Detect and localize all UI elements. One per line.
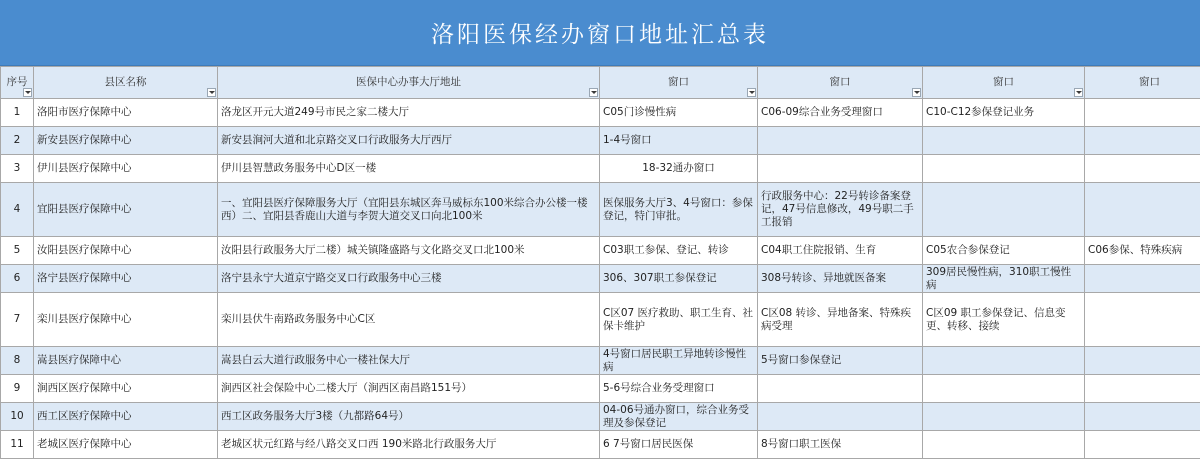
cell-seq[interactable]: 1 <box>1 99 34 127</box>
cell-seq[interactable]: 7 <box>1 293 34 347</box>
col-header-window-2: 窗口 <box>758 67 923 99</box>
cell-window-3[interactable] <box>923 431 1085 459</box>
cell-address[interactable]: 嵩县白云大道行政服务中心一楼社保大厅 <box>218 347 600 375</box>
table-row <box>1 293 1200 347</box>
cell-window-2[interactable]: 5号窗口参保登记 <box>758 347 923 375</box>
cell-name[interactable]: 西工区医疗保障中心 <box>34 403 218 431</box>
table-row <box>1 375 1200 403</box>
cell-window-2[interactable] <box>758 155 923 183</box>
cell-seq[interactable]: 11 <box>1 431 34 459</box>
cell-name[interactable]: 伊川县医疗保障中心 <box>34 155 218 183</box>
table-row <box>1 403 1200 431</box>
cell-window-4[interactable] <box>1085 99 1200 127</box>
cell-window-4[interactable] <box>1085 127 1200 155</box>
cell-address[interactable]: 一、宜阳县医疗保障服务大厅（宜阳县东城区奔马威标东100米综合办公楼一楼西）二、宜阳县香鹿山大道与李贺大道交叉口向北100米 <box>218 183 600 237</box>
cell-window-1[interactable]: 4号窗口居民职工异地转诊慢性病 <box>600 347 758 375</box>
cell-address[interactable]: 洛宁县永宁大道京宁路交叉口行政服务中心三楼 <box>218 265 600 293</box>
table-row <box>1 99 1200 127</box>
cell-window-3[interactable] <box>923 183 1085 237</box>
cell-window-2[interactable]: 308号转诊、异地就医备案 <box>758 265 923 293</box>
cell-window-3[interactable]: C10-C12参保登记业务 <box>923 99 1085 127</box>
table-row <box>1 265 1200 293</box>
cell-seq[interactable]: 10 <box>1 403 34 431</box>
cell-window-4[interactable] <box>1085 265 1200 293</box>
cell-window-3[interactable]: C05农合参保登记 <box>923 237 1085 265</box>
cell-window-1[interactable]: 306、307职工参保登记 <box>600 265 758 293</box>
cell-seq[interactable]: 2 <box>1 127 34 155</box>
cell-window-1[interactable]: C03职工参保、登记、转诊 <box>600 237 758 265</box>
cell-window-2[interactable] <box>758 403 923 431</box>
cell-window-3[interactable]: C区09 职工参保登记、信息变更、转移、接续 <box>923 293 1085 347</box>
filter-dropdown-icon[interactable] <box>589 88 598 97</box>
cell-name[interactable]: 涧西区医疗保障中心 <box>34 375 218 403</box>
table-row <box>1 183 1200 237</box>
cell-window-1[interactable]: 5-6号综合业务受理窗口 <box>600 375 758 403</box>
cell-seq[interactable]: 9 <box>1 375 34 403</box>
col-header-county: 县区名称 <box>34 67 218 99</box>
cell-window-3[interactable] <box>923 155 1085 183</box>
cell-name[interactable]: 老城区医疗保障中心 <box>34 431 218 459</box>
table-row <box>1 155 1200 183</box>
cell-address[interactable]: 西工区政务服务大厅3楼（九都路64号） <box>218 403 600 431</box>
cell-window-3[interactable] <box>923 403 1085 431</box>
cell-window-4[interactable] <box>1085 293 1200 347</box>
cell-window-2[interactable]: C04职工住院报销、生育 <box>758 237 923 265</box>
cell-window-2[interactable]: C区08 转诊、异地备案、特殊疾病受理 <box>758 293 923 347</box>
cell-window-1[interactable]: 医保服务大厅3、4号窗口：参保登记，特门审批。 <box>600 183 758 237</box>
cell-window-2[interactable]: 8号窗口职工医保 <box>758 431 923 459</box>
cell-window-1[interactable]: C05门诊慢性病 <box>600 99 758 127</box>
table-row <box>1 237 1200 265</box>
cell-window-4[interactable] <box>1085 403 1200 431</box>
cell-name[interactable]: 宜阳县医疗保障中心 <box>34 183 218 237</box>
cell-window-1[interactable]: 1-4号窗口 <box>600 127 758 155</box>
cell-address[interactable]: 汝阳县行政服务大厅二楼）城关镇隆盛路与文化路交叉口北100米 <box>218 237 600 265</box>
cell-window-2[interactable] <box>758 127 923 155</box>
cell-address[interactable]: 涧西区社会保险中心二楼大厅（涧西区南昌路151号） <box>218 375 600 403</box>
address-table <box>0 66 1200 459</box>
cell-name[interactable]: 汝阳县医疗保障中心 <box>34 237 218 265</box>
col-header-seq: 序号 <box>1 67 34 99</box>
cell-seq[interactable]: 4 <box>1 183 34 237</box>
cell-name[interactable]: 栾川县医疗保障中心 <box>34 293 218 347</box>
cell-window-3[interactable] <box>923 127 1085 155</box>
col-header-window-3: 窗口 <box>923 67 1085 99</box>
col-header-address: 医保中心办事大厅地址 <box>218 67 600 99</box>
cell-window-3[interactable] <box>923 347 1085 375</box>
table-row <box>1 347 1200 375</box>
filter-dropdown-icon[interactable] <box>23 88 32 97</box>
cell-seq[interactable]: 5 <box>1 237 34 265</box>
cell-window-1[interactable]: C区07 医疗救助、职工生育、社保卡维护 <box>600 293 758 347</box>
cell-name[interactable]: 洛宁县医疗保障中心 <box>34 265 218 293</box>
cell-window-2[interactable]: C06-09综合业务受理窗口 <box>758 99 923 127</box>
sheet-title: 洛阳医保经办窗口地址汇总表 <box>0 0 1200 66</box>
cell-window-4[interactable] <box>1085 375 1200 403</box>
cell-window-4[interactable] <box>1085 431 1200 459</box>
table-row <box>1 127 1200 155</box>
cell-address[interactable]: 新安县涧河大道和北京路交叉口行政服务大厅西厅 <box>218 127 600 155</box>
cell-window-1[interactable]: 04-06号通办窗口，综合业务受理及参保登记 <box>600 403 758 431</box>
table-row <box>1 431 1200 459</box>
cell-window-3[interactable] <box>923 375 1085 403</box>
filter-dropdown-icon[interactable] <box>747 88 756 97</box>
cell-name[interactable]: 洛阳市医疗保障中心 <box>34 99 218 127</box>
cell-window-1[interactable]: 18-32通办窗口 <box>600 155 758 183</box>
cell-window-2[interactable]: 行政服务中心：22号转诊备案登记，47号信息修改，49号职二手工报销 <box>758 183 923 237</box>
cell-window-4[interactable] <box>1085 155 1200 183</box>
filter-dropdown-icon[interactable] <box>912 88 921 97</box>
cell-window-3[interactable]: 309居民慢性病，310职工慢性病 <box>923 265 1085 293</box>
cell-window-1[interactable]: 6 7号窗口居民医保 <box>600 431 758 459</box>
col-header-window-4: 窗口 <box>1085 67 1200 99</box>
cell-address[interactable]: 洛龙区开元大道249号市民之家二楼大厅 <box>218 99 600 127</box>
cell-name[interactable]: 新安县医疗保障中心 <box>34 127 218 155</box>
cell-window-4[interactable]: C06参保、特殊疾病 <box>1085 237 1200 265</box>
col-header-window-1: 窗口 <box>600 67 758 99</box>
cell-seq[interactable]: 6 <box>1 265 34 293</box>
cell-address[interactable]: 伊川县智慧政务服务中心D区一楼 <box>218 155 600 183</box>
cell-window-4[interactable] <box>1085 347 1200 375</box>
cell-seq[interactable]: 8 <box>1 347 34 375</box>
header-row <box>1 67 1200 99</box>
filter-dropdown-icon[interactable] <box>207 88 216 97</box>
cell-name[interactable]: 嵩县医疗保障中心 <box>34 347 218 375</box>
filter-dropdown-icon[interactable] <box>1074 88 1083 97</box>
cell-window-2[interactable] <box>758 375 923 403</box>
cell-address[interactable]: 老城区状元红路与经八路交叉口西 190米路北行政服务大厅 <box>218 431 600 459</box>
cell-window-4[interactable] <box>1085 183 1200 237</box>
cell-address[interactable]: 栾川县伏牛南路政务服务中心C区 <box>218 293 600 347</box>
cell-seq[interactable]: 3 <box>1 155 34 183</box>
